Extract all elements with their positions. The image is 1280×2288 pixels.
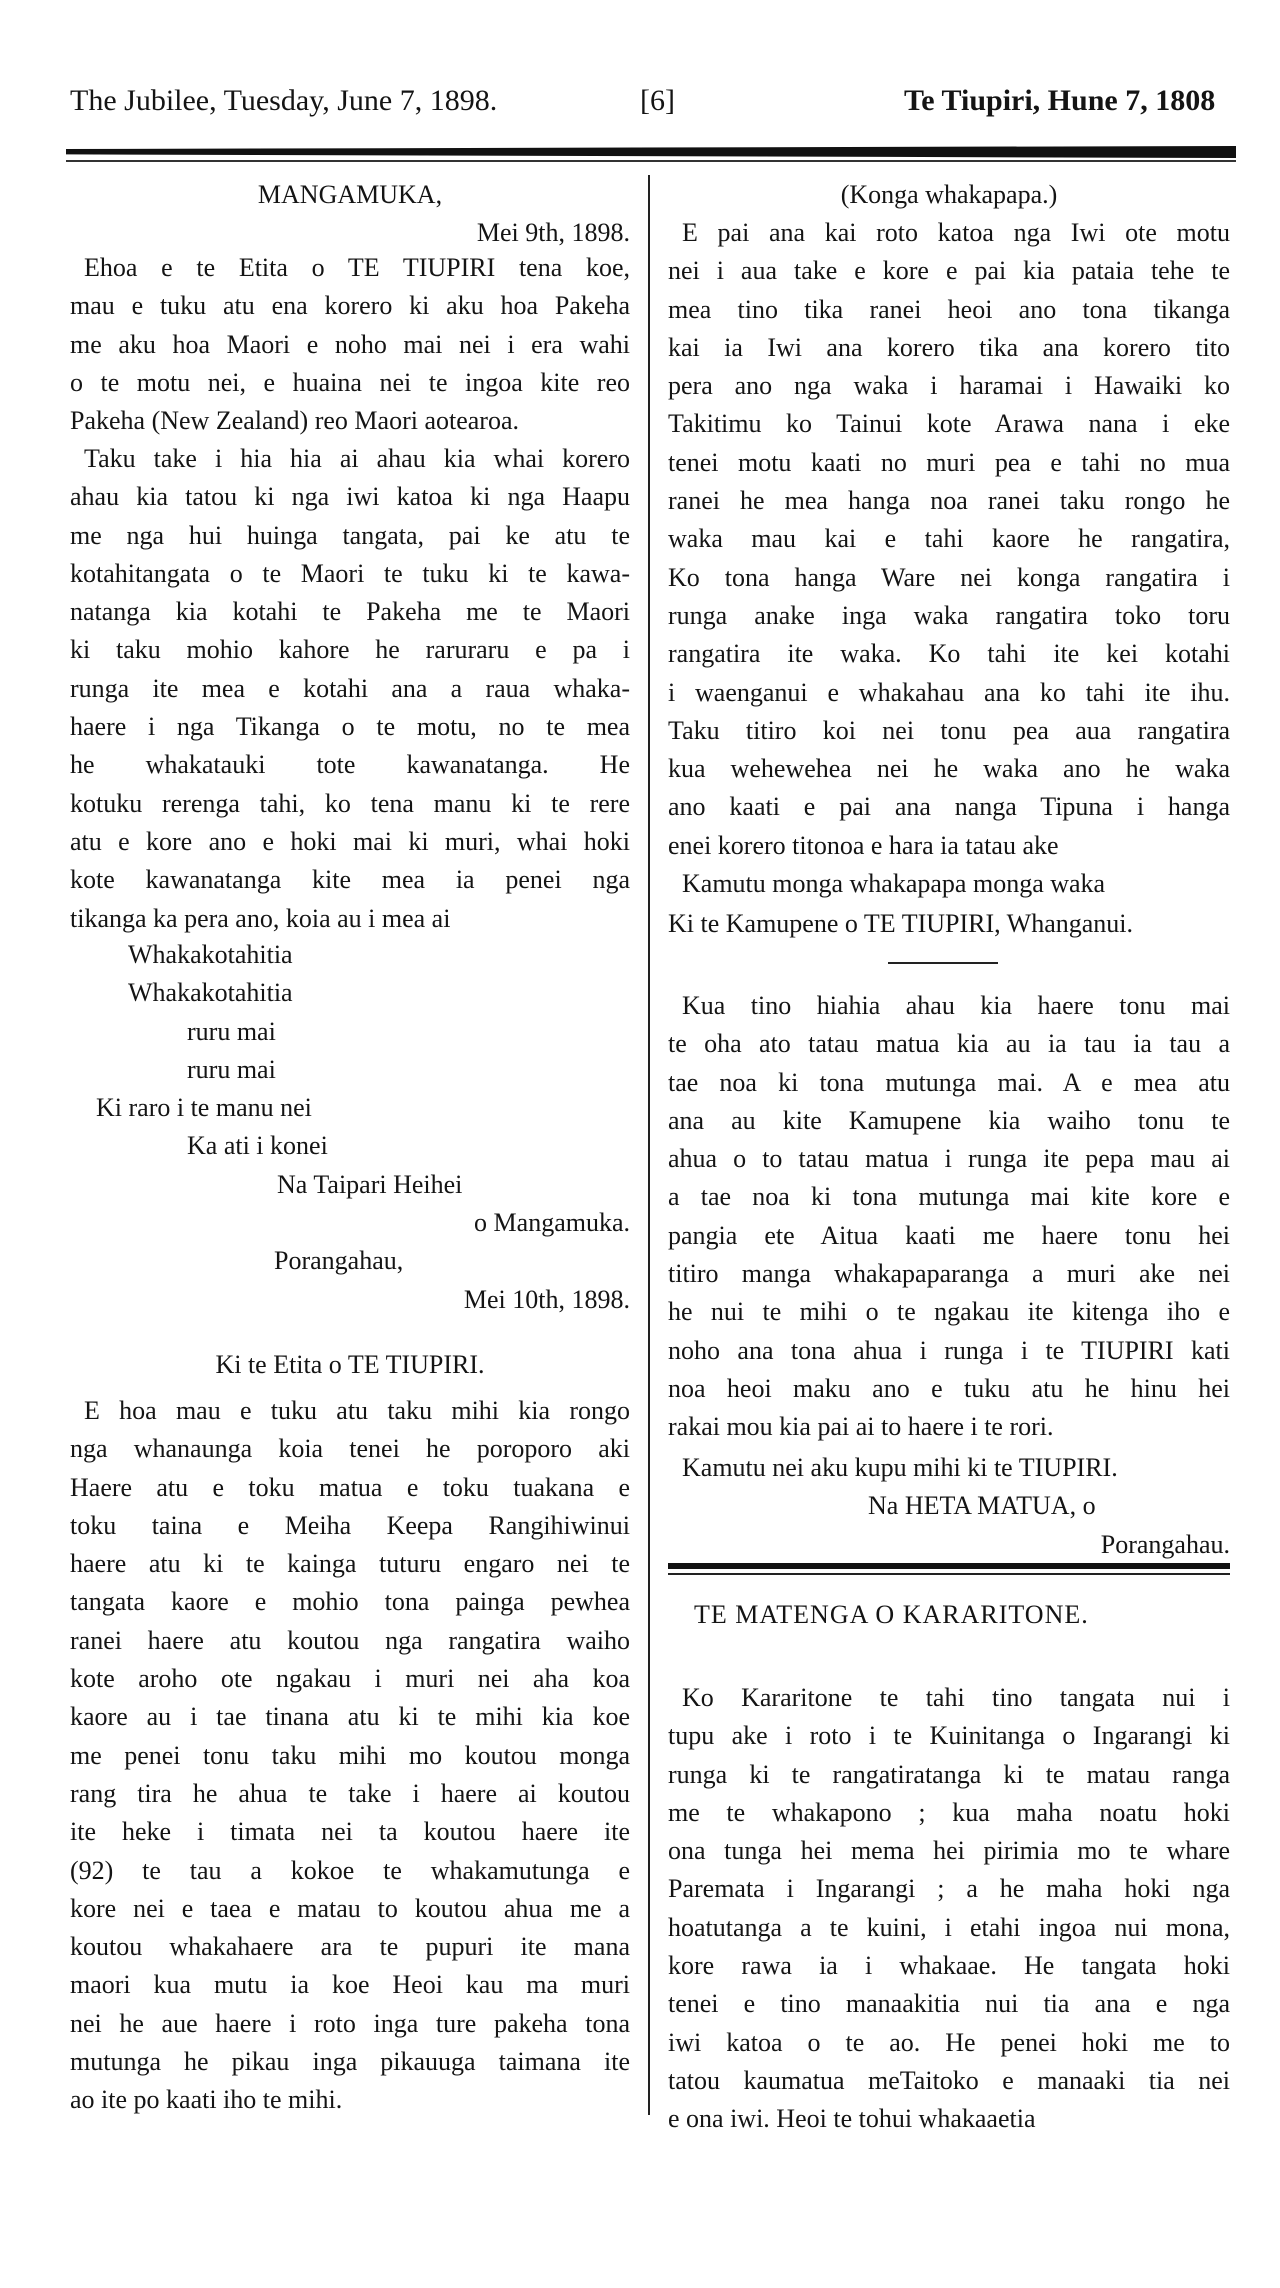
text-line: Ki raro i te manu nei bbox=[96, 1093, 312, 1123]
text-line: enei korero titonoa e hara ia tatau ake bbox=[668, 830, 1059, 860]
text-line: o Mangamuka. bbox=[474, 1208, 630, 1238]
text-line: me penei tonu taku mihi mo koutou monga bbox=[70, 1740, 630, 1770]
text-line: kore rawa ia i whakaae. He tangata hoki bbox=[668, 1951, 1230, 1981]
masthead-date-english: The Jubilee, Tuesday, June 7, 1898. bbox=[70, 84, 498, 117]
text-line: kote aroho ote ngakau i muri nei aha koa bbox=[70, 1664, 630, 1694]
text-line: pangia ete Aitua kaati me haere tonu hei bbox=[668, 1220, 1230, 1250]
text-line: o te motu nei, e huaina nei te ingoa kite reo bbox=[70, 367, 630, 397]
text-line: me te whakapono ; kua maha noatu hoki bbox=[668, 1797, 1230, 1827]
text-line: Taku titiro koi nei tonu pea aua rangatira bbox=[668, 715, 1230, 745]
text-line: Taku take i hia hia ai ahau kia whai korero bbox=[84, 444, 630, 473]
text-line: i waenganui e whakahau ana ko tahi ite ihu. bbox=[668, 677, 1230, 707]
text-line: mau e tuku atu ena korero ki aku hoa Pakeha bbox=[70, 291, 630, 321]
text-line: runga ki te rangatiratanga ki te matau ranga bbox=[668, 1759, 1230, 1789]
letter3-paragraph bbox=[668, 987, 1230, 1447]
text-line: kua wehewehea nei he waka ano he waka bbox=[668, 754, 1230, 784]
text-line: ao ite po kaati iho te mihi. bbox=[70, 2085, 343, 2115]
text-line: a tae noa ki tona mutunga mai kite kore e bbox=[668, 1182, 1230, 1212]
letter-date: Mei 9th, 1898. bbox=[476, 218, 630, 247]
text-line: E pai ana kai roto katoa nga Iwi ote motu bbox=[682, 218, 1230, 247]
text-line: me aku hoa Maori e noho mai nei i era wahi bbox=[70, 329, 630, 359]
text-line: ite heke i timata nei ta koutou haere ite bbox=[70, 1817, 630, 1847]
text-line: hoatutanga a te kuini, i etahi ingoa nui mona, bbox=[668, 1912, 1230, 1942]
whakapapa-closing bbox=[668, 865, 1230, 903]
text-line: tangata kaore e mohio tona painga pewhea bbox=[70, 1587, 630, 1617]
text-line: waka mau kai e tahi kaore he rangatira, bbox=[668, 524, 1230, 554]
poem bbox=[70, 936, 630, 1319]
text-line: me nga hui huinga tangata, pai ke atu te bbox=[70, 520, 630, 550]
text-line: noa heoi maku ano e tuku atu he hinu hei bbox=[668, 1373, 1230, 1403]
text-line: rang tira he ahua te take i haere ai koutou bbox=[70, 1778, 630, 1808]
text-line: tatou kaumatua meTaitoko e manaaki tia nei bbox=[668, 2065, 1230, 2095]
text-line: ano kaati e pai ana nanga Tipuna i hanga bbox=[668, 792, 1230, 822]
text-line: rakai mou kia pai ai to haere i te rori. bbox=[668, 1412, 1054, 1442]
text-line: tenei motu kaati no muri pea e tahi no mua bbox=[668, 447, 1230, 477]
text-line: natanga kia kotahi te Pakeha me te Maori bbox=[70, 597, 630, 627]
text-line: Pakeha (New Zealand) reo Maori aotearoa. bbox=[70, 406, 519, 436]
text-line: ranei he mea hanga noa ranei taku rongo he bbox=[668, 486, 1230, 516]
text-line: nei he aue haere i roto inga ture pakeha tona bbox=[70, 2008, 630, 2038]
text-line: ki taku mohio kahore he raruraru e pa i bbox=[70, 635, 630, 665]
text-line: tenei e tino manaakitia nui tia ana e nga bbox=[668, 1989, 1230, 2019]
page-number: [6] bbox=[640, 84, 675, 117]
text-line: kotahitangata o te Maori te tuku ki te kawa- bbox=[70, 558, 630, 588]
text-line: mea tino tika ranei heoi ano tona tikanga bbox=[668, 294, 1230, 324]
text-line: kaore au i tae tinana atu ki te mihi kia koe bbox=[70, 1702, 630, 1732]
text-line: he nui te mihi o te ngakau ite kitenga iho e bbox=[668, 1297, 1230, 1327]
text-line: Porangahau, bbox=[274, 1246, 404, 1276]
text-line: runga ite mea e kotahi ana a raua whaka- bbox=[70, 673, 630, 703]
text-line: haere atu ki te kainga tuturu engaro nei te bbox=[70, 1549, 630, 1579]
text-line: E hoa mau e tuku atu taku mihi kia rongo bbox=[84, 1396, 630, 1425]
text-line: noho ana tona ahua i runga i te TIUPIRI kati bbox=[668, 1335, 1230, 1365]
text-line: he whakatauki tote kawanatanga. He bbox=[70, 750, 630, 780]
letter2-heading: Ki te Etita o TE TIUPIRI. bbox=[215, 1350, 485, 1379]
article-rule bbox=[668, 1563, 1230, 1569]
section-rule bbox=[888, 962, 998, 964]
text-line: pera ano nga waka i haramai i Hawaiki ko bbox=[668, 371, 1230, 401]
text-line: nei i aua take e kore e pai kia pataia tehe te bbox=[668, 256, 1230, 286]
letter-paragraph-2 bbox=[70, 440, 630, 938]
masthead-date-maori: Te Tiupiri, Hune 7, 1808 bbox=[904, 84, 1216, 117]
text-line: ruru mai bbox=[187, 1054, 276, 1084]
text-line: e ona iwi. Heoi te tohui whakaaetia bbox=[668, 2104, 1036, 2134]
text-line: Mei 10th, 1898. bbox=[463, 1284, 630, 1314]
text-line: ahau kia tatou ki nga iwi katoa ki nga Haapu bbox=[70, 482, 630, 512]
text-line: Haere atu e toku matua e toku tuakana e bbox=[70, 1472, 630, 1502]
text-line: Paremata i Ingarangi ; a he maha hoki nga bbox=[668, 1874, 1230, 1904]
text-line: maori kua mutu ia koe Heoi kau ma muri bbox=[70, 1970, 630, 2000]
header-rule bbox=[66, 146, 1236, 158]
article-title: TE MATENGA O KARARITONE. bbox=[694, 1600, 1089, 1629]
letter3-place: Porangahau. bbox=[1100, 1530, 1230, 1559]
letter3-closing: Kamutu nei aku kupu mihi ki te TIUPIRI. bbox=[682, 1453, 1118, 1482]
letter2-paragraph bbox=[70, 1392, 630, 2120]
text-line: mutunga he pikau inga pikauuga taimana ite bbox=[70, 2047, 630, 2077]
text-line: ruru mai bbox=[187, 1016, 276, 1046]
text-line: tikanga ka pera ano, koia au i mea ai bbox=[70, 903, 451, 933]
text-line: ona tunga hei mema hei pirimia mo te whare bbox=[668, 1836, 1230, 1866]
text-line: ana au kite Kamupene kia waiho tonu te bbox=[668, 1105, 1230, 1135]
text-line: iwi katoa o te ao. He penei hoki me to bbox=[668, 2027, 1230, 2057]
text-line: kore nei e taea e matau to koutou ahua me a bbox=[70, 1893, 630, 1923]
text-line: kai ia Iwi ana korero tika ana korero tito bbox=[668, 332, 1230, 362]
text-line: tupu ake i roto i te Kuinitanga o Ingarangi ki bbox=[668, 1721, 1230, 1751]
text-line: atu e kore ano e hoki mai ki muri, whai hoki bbox=[70, 826, 630, 856]
text-line: (92) te tau a kokoe te whakamutunga e bbox=[70, 1855, 630, 1885]
text-line: kote kawanatanga kite mea ia penei nga bbox=[70, 865, 630, 895]
article-paragraph bbox=[668, 1679, 1230, 2139]
text-line: ahua o to tatau matua i runga ite pepa mau ai bbox=[668, 1144, 1230, 1174]
text-line: runga anake inga waka rangatira toko toru bbox=[668, 600, 1230, 630]
text-line: tae noa ki tona mutunga mai. A e mea atu bbox=[668, 1067, 1230, 1097]
text-line: Ko Kararitone te tahi tino tangata nui i bbox=[682, 1683, 1230, 1712]
whakapapa-heading: (Konga whakapapa.) bbox=[840, 180, 1058, 209]
text-line: toku taina e Meiha Keepa Rangihiwinui bbox=[70, 1510, 630, 1540]
text-line: kotuku rerenga tahi, ko tena manu ki te rere bbox=[70, 788, 630, 818]
text-line: Whakakotahitia bbox=[128, 978, 293, 1008]
letter-title: MANGAMUKA, bbox=[257, 180, 443, 209]
letter-paragraph-1 bbox=[70, 249, 630, 440]
header-rule-thin bbox=[66, 160, 1236, 162]
text-line: haere i nga Tikanga o te motu, no te mea bbox=[70, 712, 630, 742]
text-line: rangatira ite waka. Ko tahi ite kei kotahi bbox=[668, 639, 1230, 669]
text-line: Kua tino hiahia ahau kia haere tonu mai bbox=[682, 991, 1230, 1020]
text-line: Ko tona hanga Ware nei konga rangatira i bbox=[668, 562, 1230, 592]
letter3-signature: Na HETA MATUA, o bbox=[868, 1491, 1096, 1520]
text-line: koutou whakahaere ara te pupuri ite mana bbox=[70, 1932, 630, 1962]
text-line: nga whanaunga koia tenei he poroporo aki bbox=[70, 1434, 630, 1464]
text-line: Whakakotahitia bbox=[128, 940, 293, 969]
column-divider bbox=[648, 175, 650, 2115]
text-line: te oha ato tatau matua kia au ia tau ia tau a bbox=[668, 1029, 1230, 1059]
text-line: Ehoa e te Etita o TE TIUPIRI tena koe, bbox=[84, 253, 630, 282]
article-rule-thin bbox=[668, 1573, 1230, 1575]
text-line: ranei haere atu koutou nga rangatira waiho bbox=[70, 1625, 630, 1655]
text-line: Ka ati i konei bbox=[187, 1131, 328, 1161]
letter3-address: Ki te Kamupene o TE TIUPIRI, Whanganui. bbox=[668, 909, 1134, 938]
text-line: titiro manga whakapaparanga a muri ake nei bbox=[668, 1259, 1230, 1289]
text-line: Takitimu ko Tainui kote Arawa nana i eke bbox=[668, 409, 1230, 439]
whakapapa-paragraph bbox=[668, 214, 1230, 865]
text-line: Na Taipari Heihei bbox=[277, 1169, 463, 1199]
text-line: Kamutu monga whakapapa monga waka bbox=[682, 869, 1106, 898]
